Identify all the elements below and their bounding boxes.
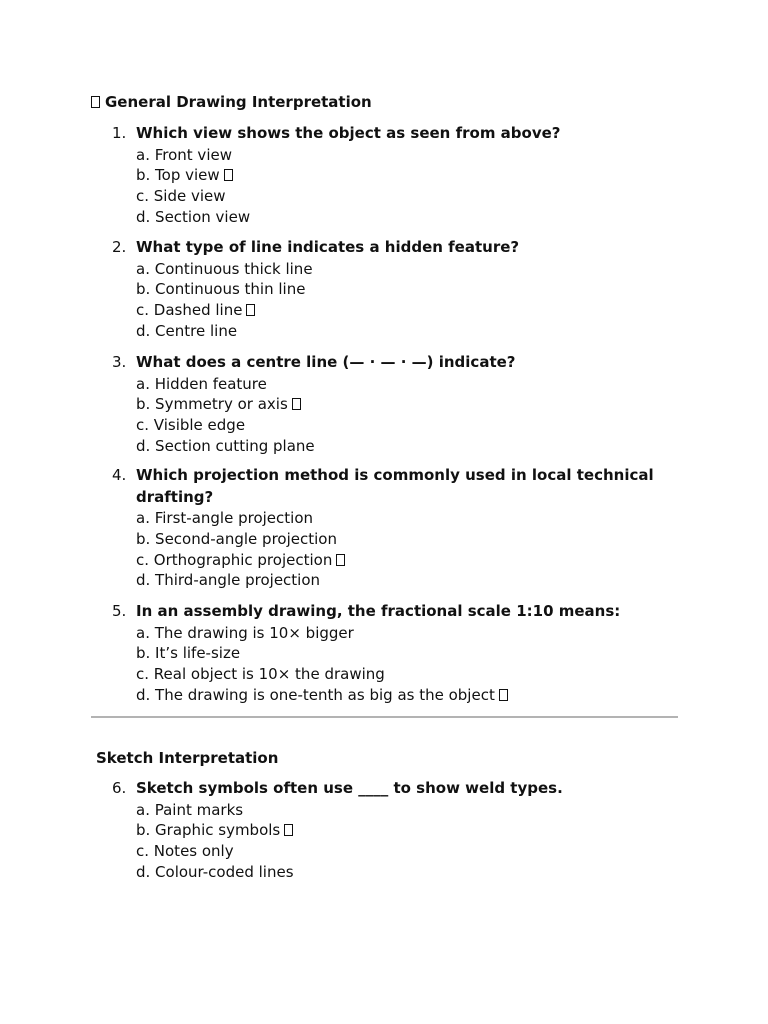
marker-box-icon — [224, 169, 233, 181]
section-heading-general — [91, 92, 372, 112]
question-text: Which view shows the object as seen from above? — [136, 124, 561, 142]
marker-box-icon — [499, 689, 508, 701]
question-number: 2. — [112, 238, 127, 256]
question-4 — [91, 465, 678, 591]
question-text: What type of line indicates a hidden feature? — [136, 238, 520, 256]
option-a: a. Paint marks — [136, 800, 244, 819]
marker-box-icon — [292, 398, 301, 410]
option-a: a. Front view — [136, 145, 232, 164]
option-b: b. Top view — [136, 165, 678, 186]
option-c: c. Notes only — [136, 842, 234, 861]
option-c: c. Side view — [136, 187, 226, 206]
option-c: c. Orthographic projection — [136, 550, 678, 571]
option-b: b. Continuous thin line — [136, 280, 306, 299]
option-a: a. Continuous thick line — [136, 259, 313, 278]
question-text: Sketch symbols often use ____ to show weld types. — [136, 779, 563, 797]
option-b: b. Second-angle projection — [136, 529, 337, 548]
question-text: In an assembly drawing, the fractional scale 1:10 means: — [136, 602, 621, 620]
section-heading-text: General Drawing Interpretation — [105, 93, 372, 111]
option-c: c. Visible edge — [136, 416, 246, 435]
question-text: Which projection method is commonly used in local technical drafting? — [136, 466, 654, 506]
question-number: 6. — [112, 779, 127, 797]
option-c: c. Dashed line — [136, 300, 678, 321]
question-3 — [91, 352, 678, 457]
marker-box-icon — [284, 824, 293, 836]
box-glyph-icon — [91, 96, 100, 108]
section-heading-text: Sketch Interpretation — [96, 749, 279, 767]
question-text: What does a centre line (— · — · —) indicate? — [136, 353, 516, 371]
question-5 — [91, 601, 678, 706]
marker-box-icon — [246, 304, 255, 316]
option-b: b. It’s life-size — [136, 644, 241, 663]
option-d: d. Third-angle projection — [136, 571, 321, 590]
question-1 — [91, 123, 678, 228]
option-a: a. First-angle projection — [136, 509, 314, 527]
question-6 — [91, 778, 678, 883]
question-number: 4. — [112, 466, 127, 484]
option-d: d. The drawing is one-tenth as big as the object — [136, 685, 678, 706]
option-b: b. Graphic symbols — [136, 820, 678, 841]
marker-box-icon — [336, 554, 345, 566]
option-a: a. The drawing is 10× bigger — [136, 623, 354, 642]
question-number: 5. — [112, 602, 127, 620]
section-heading-sketch — [96, 748, 278, 768]
option-d: d. Section cutting plane — [136, 436, 315, 455]
question-number: 1. — [112, 124, 127, 142]
question-number: 3. — [112, 353, 127, 371]
option-a: a. Hidden feature — [136, 374, 267, 393]
question-2 — [91, 237, 678, 342]
option-c: c. Real object is 10× the drawing — [136, 665, 385, 684]
option-d: d. Section view — [136, 207, 251, 226]
option-b: b. Symmetry or axis — [136, 394, 678, 415]
option-d: d. Centre line — [136, 321, 238, 340]
option-d: d. Colour-coded lines — [136, 862, 294, 881]
section-divider — [91, 716, 678, 718]
